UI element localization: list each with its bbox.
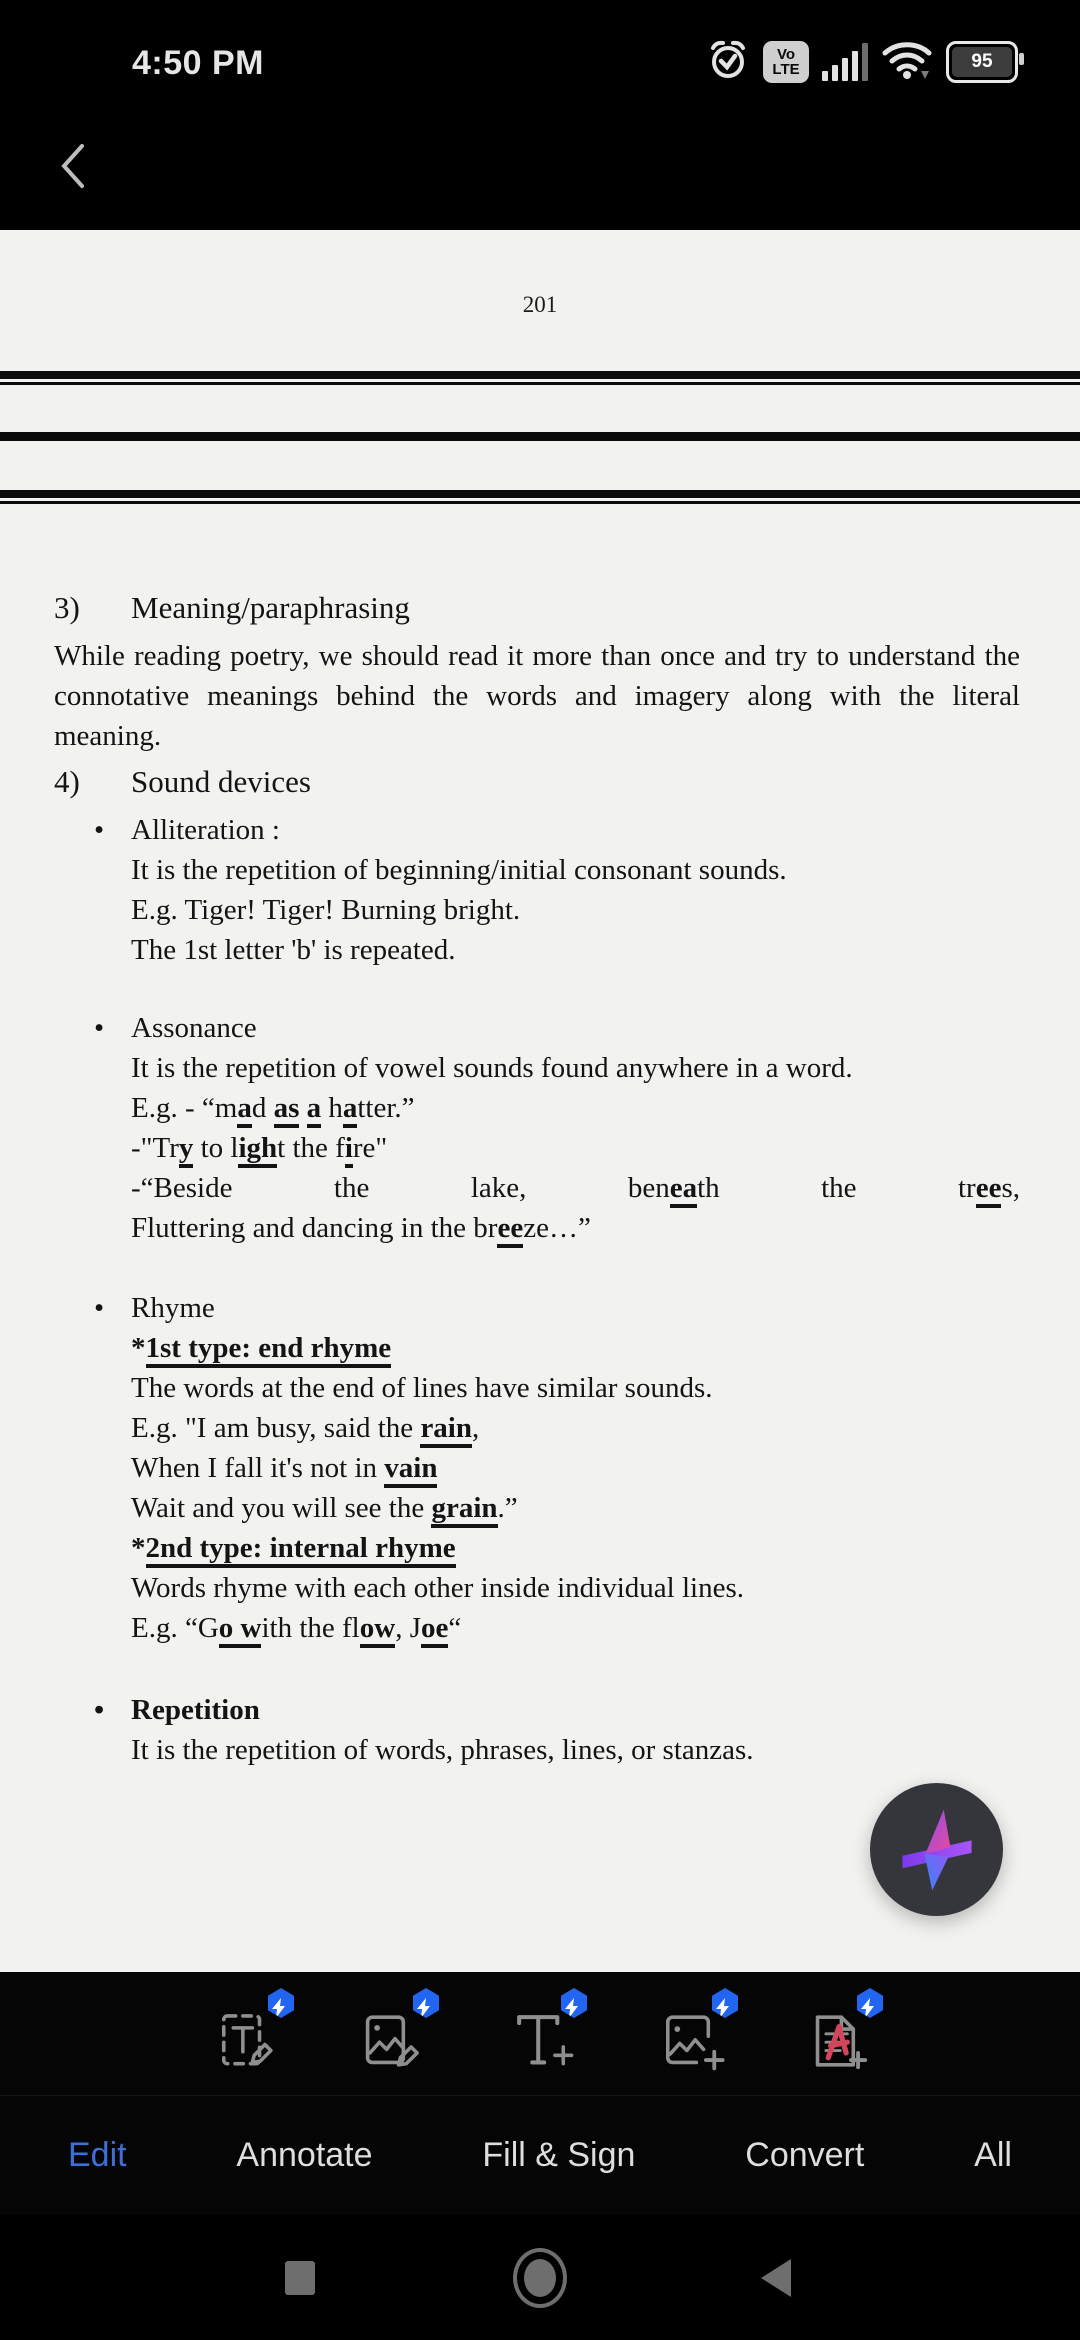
tab-all[interactable]: All — [974, 2136, 1012, 2174]
edit-text-icon — [216, 2010, 284, 2072]
tab-bar — [0, 2095, 1080, 2215]
text-line: *2nd type: internal rhyme — [54, 1528, 1020, 1568]
recents-icon — [285, 2261, 315, 2295]
text-line: It is the repetition of beginning/initial consonant sounds. — [131, 854, 787, 886]
page-number: 201 — [522, 292, 558, 317]
battery-icon: 95 — [946, 41, 1018, 83]
document-text — [54, 582, 1020, 1770]
spacer — [54, 1648, 1020, 1690]
tab-edit[interactable]: Edit — [68, 2136, 127, 2174]
scan-band — [0, 371, 1080, 379]
add-image-icon — [660, 2010, 728, 2072]
add-image-tool[interactable] — [656, 2000, 732, 2076]
text-line: The words at the end of lines have similar sounds. — [131, 1372, 713, 1404]
text-line: When I fall it's not in vain — [54, 1448, 1020, 1488]
volte-icon: Vo LTE — [763, 41, 809, 83]
add-text-icon — [509, 2010, 577, 2072]
document-toolbar — [0, 100, 1080, 230]
bullet-item: • Repetition — [94, 1694, 260, 1726]
edit-image-tool[interactable] — [357, 2000, 433, 2076]
edit-image-icon — [361, 2010, 429, 2072]
back-nav-button[interactable] — [716, 2215, 836, 2340]
text-line: Fluttering and dancing in the breeze…” — [54, 1208, 1020, 1248]
text-line: Wait and you will see the grain.” — [54, 1488, 1020, 1528]
add-text-tool[interactable] — [505, 2000, 581, 2076]
paragraph: While reading poetry, we should read it more than once and try to understand the connotative meanings behind the words and imagery along with the literal meaning. — [54, 640, 1020, 752]
text-line: Words rhyme with each other inside individual lines. — [131, 1572, 744, 1604]
text-line: E.g. “Go with the flow, Joe“ — [54, 1608, 1020, 1648]
sign-document-tool[interactable] — [801, 2000, 877, 2076]
section-heading: 4) Sound devices — [54, 764, 311, 799]
section-heading: 3) Meaning/paraphrasing — [54, 590, 410, 625]
justified-line: -“Beside the lake, beneath the trees, — [54, 1168, 1020, 1208]
text-line: E.g. Tiger! Tiger! Burning bright. — [131, 894, 521, 926]
sign-document-icon — [805, 2010, 873, 2072]
tab-annotate[interactable]: Annotate — [236, 2136, 373, 2174]
status-icons — [706, 40, 1018, 84]
status-bar — [0, 0, 1080, 100]
spacer — [54, 1248, 1020, 1288]
pdf-page[interactable] — [0, 230, 1080, 1972]
text-line: E.g. - “mad as a hatter.” — [54, 1088, 1020, 1128]
alarm-icon — [706, 38, 750, 87]
text-line: The 1st letter 'b' is repeated. — [131, 934, 456, 966]
spacer — [54, 970, 1020, 1008]
recents-button[interactable] — [240, 2215, 360, 2340]
bullet-item: • Rhyme — [94, 1292, 215, 1324]
scan-band — [0, 432, 1080, 441]
bullet-item: • Assonance — [94, 1012, 257, 1044]
back-triangle-icon — [761, 2259, 791, 2297]
text-line: *1st type: end rhyme — [54, 1328, 1020, 1368]
wifi-icon — [881, 39, 933, 86]
edit-text-tool[interactable] — [212, 2000, 288, 2076]
android-nav-bar — [0, 2215, 1080, 2340]
tab-fill-sign[interactable]: Fill & Sign — [482, 2136, 636, 2174]
signal-icon — [822, 43, 868, 81]
text-line: It is the repetition of words, phrases, lines, or stanzas. — [131, 1734, 754, 1766]
ai-spark-icon — [889, 1802, 985, 1898]
text-line: It is the repetition of vowel sounds found anywhere in a word. — [131, 1052, 853, 1084]
text-line: -"Try to light the fire" — [54, 1128, 1020, 1168]
bullet-item: • Alliteration : — [94, 814, 280, 846]
back-button[interactable] — [46, 138, 102, 194]
scan-band — [0, 501, 1080, 504]
ai-assistant-fab[interactable] — [870, 1783, 1003, 1916]
scan-band — [0, 490, 1080, 498]
edit-tools-bar — [0, 1972, 1080, 2095]
text-line: E.g. "I am busy, said the rain, — [54, 1408, 1020, 1448]
clock: 4:50 PM — [132, 44, 264, 82]
home-icon — [513, 2248, 567, 2308]
scan-band — [0, 382, 1080, 385]
home-button[interactable] — [480, 2215, 600, 2340]
tab-convert[interactable]: Convert — [745, 2136, 865, 2174]
